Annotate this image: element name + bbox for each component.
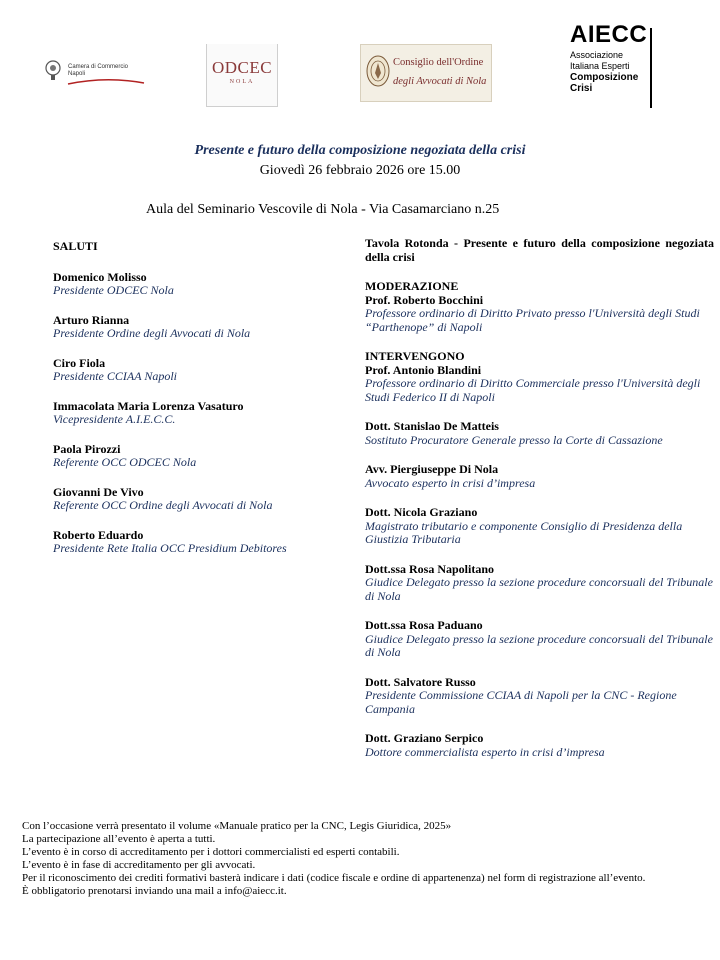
tavola-heading: Tavola Rotonda - Presente e futuro della composizione negoziata della crisi: [365, 236, 714, 264]
footer-line: La partecipazione all’evento è aperta a tutti.: [22, 833, 216, 845]
saluti-entry: [53, 271, 353, 298]
aiecc-line4: Crisi: [570, 83, 593, 94]
saluti-name: Immacolata Maria Lorenza Vasaturo: [53, 398, 244, 413]
aiecc-divider: [650, 28, 652, 108]
speaker-role: Presidente Commissione CCIAA di Napoli per la CNC - Regione Campania: [365, 688, 677, 716]
speaker-role: Avvocato esperto in crisi d’impresa: [365, 475, 536, 490]
odcec-logo: [206, 44, 278, 107]
moderator-role: Professore ordinario di Diritto Privato presso l'Università degli Studi “Parthenope” di Napoli: [365, 306, 700, 334]
intervengono-label: INTERVENGONO: [365, 349, 465, 363]
moderator-name: Prof. Roberto Bocchini: [365, 292, 484, 307]
odcec-logo-sub: NOLA: [229, 79, 255, 85]
saluti-name: Roberto Eduardo: [53, 527, 144, 542]
saluti-name: Domenico Molisso: [53, 269, 147, 284]
speaker-name: Prof. Antonio Blandini: [365, 362, 482, 377]
saluti-heading: SALUTI: [53, 239, 98, 253]
tavola-column: [365, 237, 714, 775]
aiecc-line3: Composizione: [570, 72, 639, 83]
speaker-entry: [365, 506, 714, 547]
speaker-name: Dott.ssa Rosa Paduano: [365, 618, 483, 632]
aiecc-logo: [570, 22, 660, 112]
speaker-role: Giudice Delegato presso la sezione procedure concorsuali del Tribunale di Nola: [365, 631, 713, 659]
saluti-entry: [53, 314, 353, 341]
saluti-entry: [53, 443, 353, 470]
event-date: Giovedì 26 febbraio 2026 ore 15.00: [259, 163, 461, 178]
speaker-entry: [365, 563, 714, 604]
coa-logo: [360, 44, 492, 102]
aiecc-line2: Italiana Esperti: [570, 61, 630, 71]
event-venue: Aula del Seminario Vescovile di Nola - Via Casamarciano n.25: [146, 202, 500, 217]
coa-logo-line1: Consiglio dell'Ordine: [393, 57, 484, 68]
event-title: Presente e futuro della composizione negoziata della crisi: [194, 143, 526, 158]
speaker-name: Dott. Stanislao De Matteis: [365, 419, 499, 433]
speaker-role: Magistrato tributario e componente Consiglio di Presidenza della Giustizia Tributaria: [365, 518, 683, 546]
speaker-entry: [365, 364, 714, 405]
odcec-logo-main: ODCEC: [211, 58, 273, 77]
moderazione-label: MODERAZIONE: [365, 279, 459, 293]
saluti-role: Referente OCC Ordine degli Avvocati di Nola: [53, 498, 273, 512]
speaker-role: Sostituto Procuratore Generale presso la Corte di Cassazione: [365, 432, 663, 447]
saluti-column: [53, 240, 353, 572]
saluti-name: Giovanni De Vivo: [53, 484, 144, 499]
saluti-entry: [53, 357, 353, 384]
saluti-role: Referente OCC ODCEC Nola: [53, 455, 197, 469]
speaker-entry: [365, 619, 714, 660]
saluti-role: Presidente Rete Italia OCC Presidium Debitores: [53, 541, 287, 555]
footer-line: Con l’occasione verrà presentato il volume «Manuale pratico per la CNC, Legis Giuridica, 2025»: [22, 820, 452, 832]
speaker-entry: [365, 732, 714, 759]
saluti-name: Arturo Rianna: [53, 312, 130, 327]
speaker-role: Professore ordinario di Diritto Commerciale presso l'Università degli Studi Federico II di Napoli: [365, 376, 701, 404]
saluti-role: Presidente ODCEC Nola: [53, 283, 174, 297]
speaker-entry: [365, 676, 714, 717]
speaker-name: Dott. Graziano Serpico: [365, 731, 484, 745]
speakers-list: [365, 364, 714, 760]
saluti-entry: [53, 529, 353, 556]
saluti-entry: [53, 486, 353, 513]
speaker-name: Dott. Salvatore Russo: [365, 674, 476, 689]
speaker-entry: [365, 463, 714, 490]
speaker-name: Dott. Nicola Graziano: [365, 505, 478, 519]
speaker-name: Avv. Piergiuseppe Di Nola: [365, 462, 499, 476]
cciaa-emblem-icon: [44, 59, 62, 81]
saluti-list: [53, 271, 353, 556]
aiecc-wordmark: AIECC: [570, 21, 648, 48]
saluti-role: Vicepresidente A.I.E.C.C.: [53, 412, 176, 426]
footer-line: L’evento è in corso di accreditamento per i dottori commercialisti ed esperti contabili.: [22, 846, 400, 858]
saluti-role: Presidente CCIAA Napoli: [53, 369, 177, 383]
cciaa-swoosh-icon: [66, 78, 146, 86]
footer-line: È obbligatorio prenotarsi inviando una mail a info@aiecc.it.: [22, 885, 287, 897]
speaker-name: Dott.ssa Rosa Napolitano: [365, 561, 495, 576]
moderazione-block: [365, 280, 714, 334]
coa-seal-icon: [365, 53, 391, 89]
speaker-role: Giudice Delegato presso la sezione procedure concorsuali del Tribunale di Nola: [365, 575, 713, 603]
footer-line: Per il riconoscimento dei crediti formativi basterà indicare i dati (codice fiscale e ordine di appartenenza) nel form di registrazione all’evento.: [22, 872, 646, 884]
cciaa-logo-line2: Napoli: [68, 71, 86, 77]
saluti-entry: [53, 400, 353, 427]
aiecc-line1: Associazione: [570, 50, 624, 60]
speaker-entry: [365, 420, 714, 447]
coa-logo-line2: degli Avvocati di Nola: [393, 76, 487, 87]
saluti-role: Presidente Ordine degli Avvocati di Nola: [53, 326, 251, 340]
cciaa-logo: [44, 56, 144, 86]
cciaa-logo-line1: Camera di Commercio: [68, 64, 129, 70]
saluti-name: Paola Pirozzi: [53, 441, 121, 456]
speaker-role: Dottore commercialista esperto in crisi d’impresa: [365, 744, 605, 759]
footer-line: L’evento è in fase di accreditamento per gli avvocati.: [22, 859, 256, 871]
footer-notes: [22, 820, 698, 898]
saluti-name: Ciro Fiola: [53, 355, 106, 370]
